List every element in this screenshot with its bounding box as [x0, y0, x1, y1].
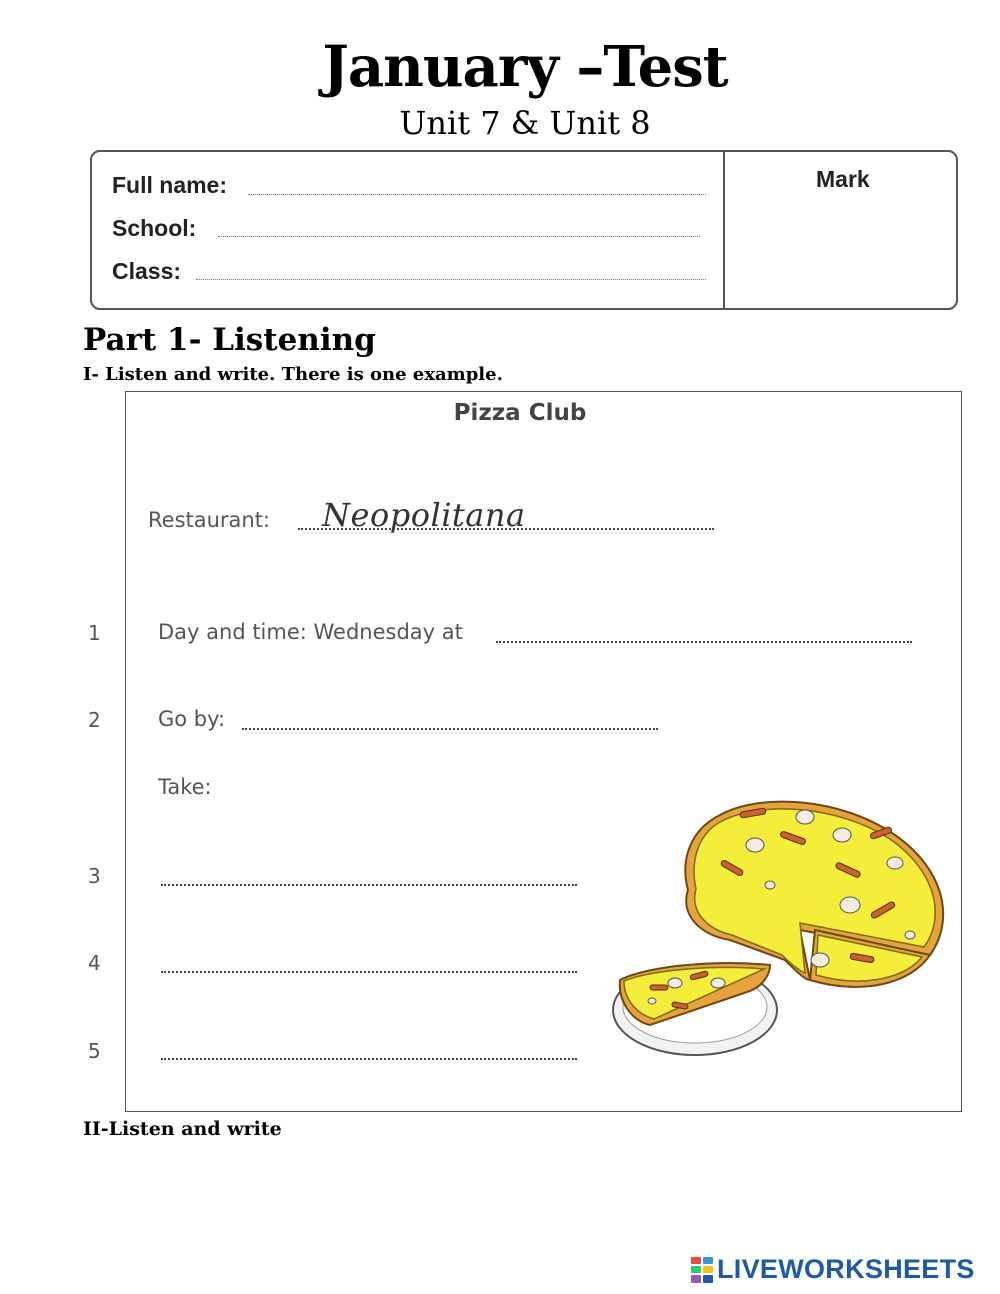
- mark-label: Mark: [816, 166, 870, 192]
- footer-brand[interactable]: [691, 1254, 975, 1285]
- school-label: School:: [112, 215, 197, 241]
- pizza-illustration: [610, 795, 960, 1065]
- part1-title: Part 1- Listening: [83, 322, 376, 358]
- question-1-text: Day and time: Wednesday at: [158, 620, 463, 644]
- question-number-3: 3: [88, 864, 101, 888]
- liveworksheets-logo-icon: [691, 1257, 713, 1283]
- question-2-text: Go by:: [158, 707, 226, 731]
- page-subtitle: Unit 7 & Unit 8: [399, 104, 651, 142]
- answer-1-field[interactable]: [496, 641, 912, 643]
- question-number-4: 4: [88, 951, 101, 975]
- student-info-box: [90, 150, 958, 310]
- pizza-slice-icon: [613, 963, 777, 1055]
- school-field[interactable]: [218, 236, 700, 237]
- answer-2-field[interactable]: [242, 728, 658, 730]
- example-answer: Neopolitana: [322, 496, 526, 534]
- take-label: Take:: [158, 775, 212, 799]
- class-field[interactable]: [196, 279, 706, 280]
- answer-3-field[interactable]: [161, 884, 577, 886]
- answer-5-field[interactable]: [161, 1058, 577, 1060]
- part1-instruction: I- Listen and write. There is one example.: [83, 364, 503, 385]
- example-label: Restaurant:: [148, 508, 271, 532]
- info-box-divider: [723, 152, 725, 308]
- full-name-field[interactable]: [248, 194, 706, 195]
- part2-title: II-Listen and write: [83, 1118, 282, 1140]
- full-name-label: Full name:: [112, 172, 228, 198]
- question-number-5: 5: [88, 1039, 101, 1063]
- card-title: Pizza Club: [453, 400, 587, 426]
- question-number-2: 2: [88, 708, 101, 732]
- page-title: January –Test: [322, 34, 728, 100]
- footer-brand-text: LIVEWORKSHEETS: [717, 1254, 975, 1284]
- example-answer-line: [298, 528, 714, 530]
- class-label: Class:: [112, 258, 182, 284]
- whole-pizza-icon: [685, 802, 943, 987]
- question-number-1: 1: [88, 621, 101, 645]
- answer-4-field[interactable]: [161, 971, 577, 973]
